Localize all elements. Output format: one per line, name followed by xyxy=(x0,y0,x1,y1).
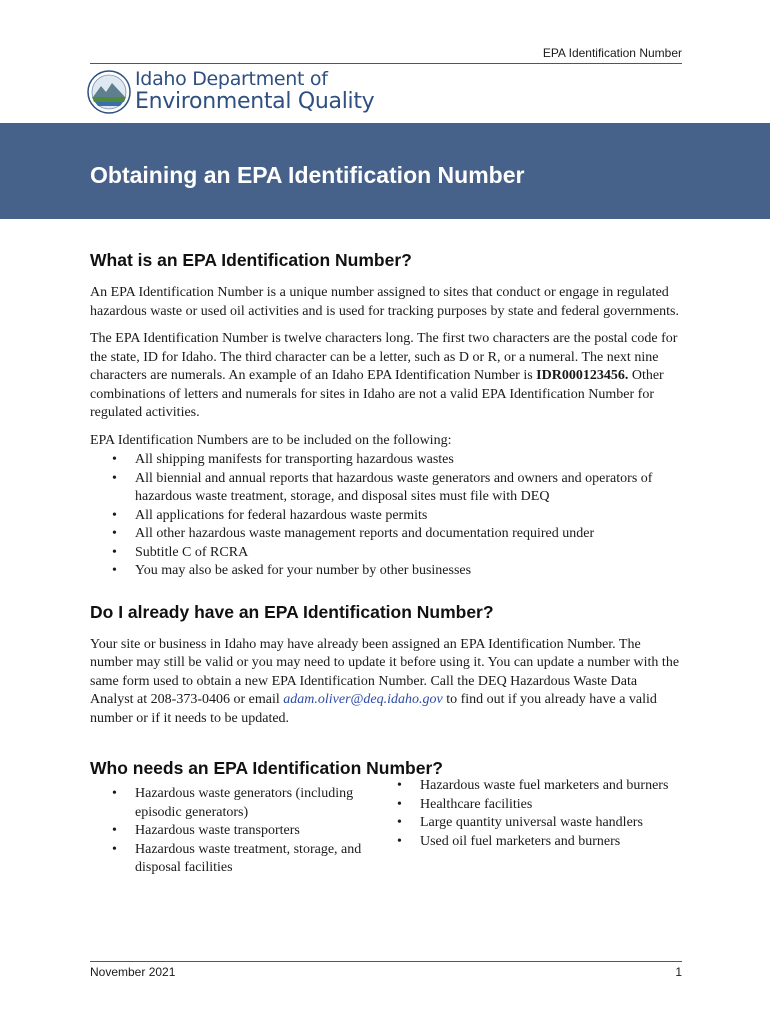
list-item: • Large quantity universal waste handlers xyxy=(375,814,675,833)
who-needs-list-left xyxy=(90,785,375,878)
list-item: • All applications for federal hazardous waste permits xyxy=(90,507,682,526)
running-header: EPA Identification Number xyxy=(90,46,682,64)
page-title: Obtaining an EPA Identification Number xyxy=(90,161,525,188)
list-item: • Healthcare facilities xyxy=(375,796,675,815)
paragraph-already-have xyxy=(90,636,682,729)
section-heading-who-needs: Who needs an EPA Identification Number? xyxy=(90,758,443,778)
paragraph-definition: An EPA Identification Number is a unique number assigned to sites that conduct or engage in regulated hazardous waste or used oil activities and is used for tracking purposes by state and federal governments. xyxy=(90,285,679,319)
list-intro: EPA Identification Numbers are to be included on the following: xyxy=(90,432,452,448)
logo-line-2: Environmental Quality xyxy=(135,89,375,115)
list-item: • All other hazardous waste management reports and documentation required under xyxy=(90,525,682,544)
format-text-a: The EPA Identification Number is twelve characters long. The first two characters are the postal code for the state, ID for Idaho. The third character can be a letter, such as D or R, or a numeral. The next nine characters are numerals. An example of an Idaho EPA Identification Number is xyxy=(90,331,678,383)
list-item: • Subtitle C of RCRA xyxy=(90,544,682,563)
page-footer xyxy=(90,961,682,979)
list-item: • You may also be asked for your number by other businesses xyxy=(90,562,682,581)
idaho-deq-seal-icon xyxy=(87,70,131,114)
logo-line-1: Idaho Department of xyxy=(135,68,328,91)
document-body xyxy=(90,250,682,878)
list-item: • Used oil fuel marketers and burners xyxy=(375,833,675,852)
list-item: • Hazardous waste generators (including episodic generators) xyxy=(90,785,375,822)
idaho-deq-logo xyxy=(87,70,374,114)
required-documents-list xyxy=(90,451,682,581)
page-number: 1 xyxy=(675,965,682,979)
list-item: • All biennial and annual reports that hazardous waste generators and owners and operators of hazardous waste treatment, storage, and disposal sites must file with DEQ xyxy=(90,470,682,507)
list-item: • Hazardous waste transporters xyxy=(90,822,375,841)
list-item: • Hazardous waste fuel marketers and burners xyxy=(375,777,675,796)
example-id-number: IDR000123456. xyxy=(536,368,629,383)
who-needs-list-right xyxy=(375,777,675,878)
already-have-text-a: Your site or business in Idaho may have already been assigned an EPA Identification Number. The number may still be valid or you may need to update it before using it. You can update a number with the same form used to obtain a new EPA Identification Number. Call the DEQ Hazardous Waste Data Analyst at 208-373-0406 or email xyxy=(90,636,680,707)
section-heading-what-is: What is an EPA Identification Number? xyxy=(90,250,412,270)
contact-email-link[interactable]: adam.oliver@deq.idaho.gov xyxy=(283,692,443,707)
list-item: • Hazardous waste treatment, storage, and disposal facilities xyxy=(90,841,375,878)
already-have-text-b: to find out if you already have a valid number or if it needs to be updated. xyxy=(90,692,657,726)
who-needs-columns xyxy=(90,778,682,878)
paragraph-format xyxy=(90,330,682,423)
list-item: • All shipping manifests for transporting hazardous wastes xyxy=(90,451,682,470)
title-banner xyxy=(0,123,770,219)
footer-date: November 2021 xyxy=(90,965,176,979)
section-heading-already-have: Do I already have an EPA Identification Number? xyxy=(90,601,494,622)
format-text-b: Other combinations of letters and numerals for sites in Idaho are not a valid EPA Identification Number for regulated activities. xyxy=(90,368,664,420)
